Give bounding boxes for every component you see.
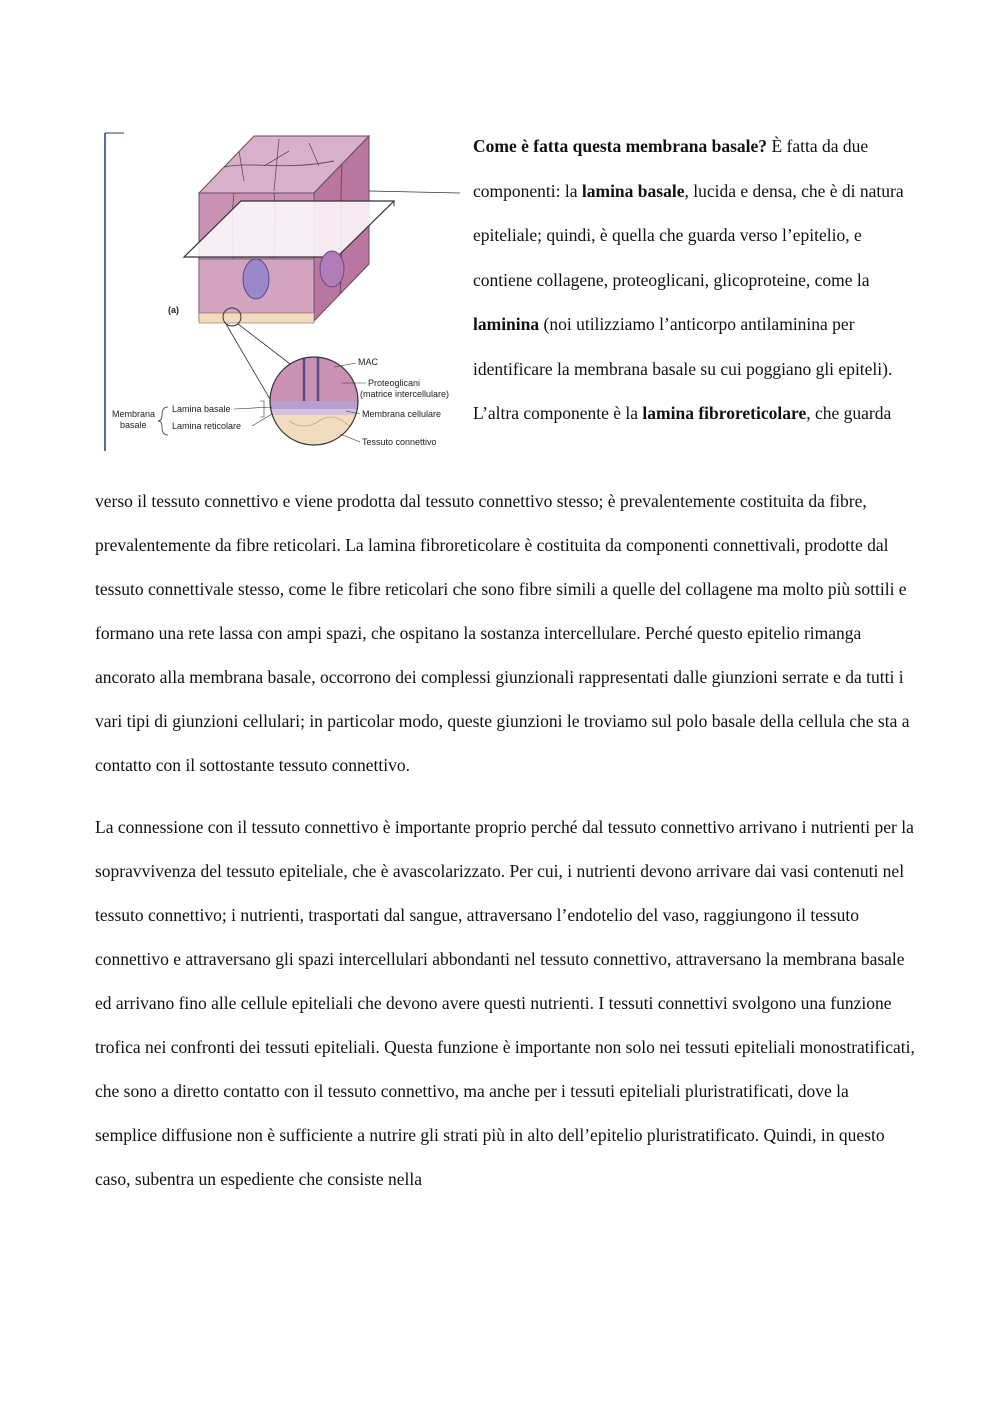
label-connective-tissue: Tessuto connettivo <box>362 437 437 447</box>
term-lamina-fibroreticolare: lamina fibroreticolare <box>642 403 807 423</box>
body-text <box>95 479 915 1201</box>
label-proteoglycans-sub: (matrice intercellulare) <box>360 389 450 399</box>
label-proteoglycans: Proteoglicani <box>368 378 421 388</box>
label-membrana: Membrana <box>112 409 156 419</box>
side-text-4: , che guarda <box>806 403 892 423</box>
label-lamina-reticolare: Lamina reticolare <box>172 421 242 431</box>
label-cell-membrane: Membrana cellulare <box>362 409 442 419</box>
panel-label: (a) <box>168 305 179 315</box>
term-laminina: laminina <box>473 314 540 334</box>
label-lamina-basale: Lamina basale <box>172 404 231 414</box>
question-heading: Come è fatta questa membrana basale? <box>473 136 768 156</box>
basement-membrane-figure <box>104 131 460 453</box>
paragraph-2: La connessione con il tessuto connettivo è importante proprio perché dal tessuto connettivo arrivano i nutrienti per la sopravvivenza del tessuto epiteliale, che è avascolarizzato. Per cui, i nutrienti devono arrivare dai vasi contenuti nel tessuto connettivo; i nutrienti, trasportati dal sangue, attraversano l’endotelio del vaso, raggiungono il tessuto connettivo e attraversano gli spazi intercellulari abbondanti nel tessuto connettivo, attraversano la membrana basale ed arrivano fino alle cellule epiteliali che devono avere questi nutrienti. I tessuti connettivi svolgono una funzione trofica nei confronti dei tessuti epiteliali. Questa funzione è importante non solo nei tessuti epiteliali monostratificati, che sono a diretto contatto con il tessuto connettivo, ma anche per i tessuti epiteliali pluristratificati, dove la semplice diffusione non è sufficiente a nutrire gli strati più in alto dell’epitelio pluristratificato. Quindi, in questo caso, subentra un espediente che consiste nella <box>95 817 915 1189</box>
side-text-1: È fatta da due componenti: la <box>473 136 869 201</box>
side-text-3: (noi utilizziamo l’anticorpo antilaminina per identificare la membrana basale su cui poggiano gli epiteli). L’altra componente è la <box>473 314 893 423</box>
paragraph-1: verso il tessuto connettivo e viene prodotta dal tessuto connettivo stesso; è prevalentemente costituita da fibre, prevalentemente da fibre reticolari. La lamina fibroreticolare è costituita da componenti connettivali, prodotte dal tessuto connettivale stesso, come le fibre reticolari che sono fibre simili a quelle del collagene ma molto più sottili e formano una rete lassa con ampi spazi, che ospitano la sostanza intercellulare. Perché questo epitelio rimanga ancorato alla membrana basale, occorrono dei complessi giunzionali rappresentati dalle giunzioni serrate e da tutti i vari tipi di giunzioni cellulari; in particolar modo, queste giunzioni le troviamo sul polo basale della cellula che sta a contatto con il sottostante tessuto connettivo. <box>95 491 910 775</box>
epithelium-diagram <box>104 131 460 453</box>
side-text-2: , lucida e densa, che è di natura epiteliale; quindi, è quella che guarda verso l’epitelio, e contiene collagene, proteoglicani, glicoproteine, come la <box>473 180 904 290</box>
side-paragraph <box>473 124 913 436</box>
label-mac: MAC <box>358 357 378 367</box>
label-basale: basale <box>120 420 147 430</box>
term-lamina-basale: lamina basale <box>581 180 685 201</box>
